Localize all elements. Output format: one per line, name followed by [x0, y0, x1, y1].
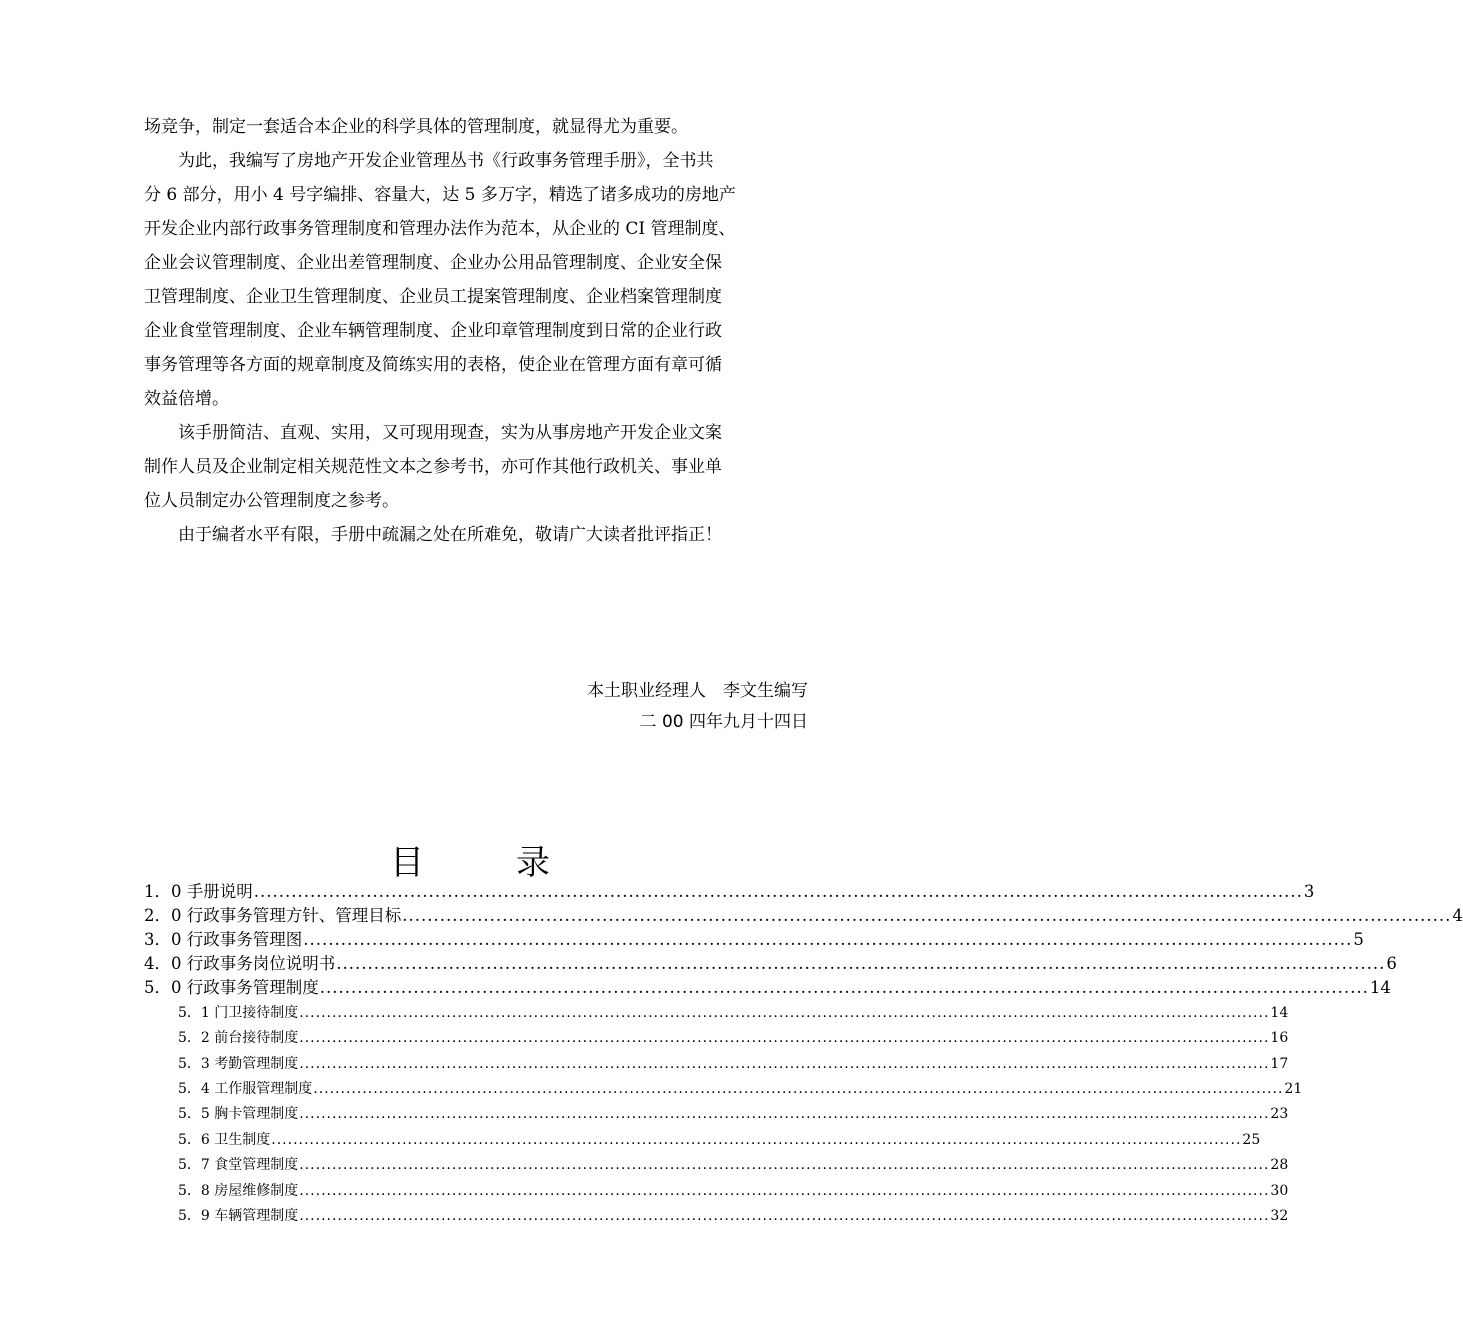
body-line: 企业会议管理制度、企业出差管理制度、企业办公用品管理制度、企业安全保 — [144, 253, 722, 273]
toc-leader: .................................................................................................................................................................................. — [313, 1081, 1284, 1097]
toc-heading-char: 录 — [516, 843, 550, 883]
toc-leader: ........................................................................................................................................................................ — [402, 906, 1452, 925]
body-line: 企业食堂管理制度、企业车辆管理制度、企业印章管理制度到日常的企业行政 — [144, 321, 722, 341]
body-line: 事务管理等各方面的规章制度及简练实用的表格，使企业在管理方面有章可循 — [144, 355, 722, 375]
body-line: 由于编者水平有限，手册中疏漏之处在所难免，敬请广大读者批评指正！ — [144, 525, 722, 545]
body-line: 制作人员及企业制定相关规范性文本之参考书，亦可作其他行政机关、事业单 — [144, 457, 722, 477]
toc-leader: .................................................................................................................................................................................. — [299, 1056, 1270, 1072]
toc-entry-page: 25 — [1242, 1132, 1261, 1148]
toc-heading — [390, 843, 550, 883]
toc-entry-label: 2．0 行政事务管理方针、管理目标 — [144, 906, 402, 925]
toc-leader: .................................................................................................................................................................................. — [299, 1208, 1270, 1224]
toc-entry-label: 5．6 卫生制度 — [178, 1132, 271, 1148]
toc-leader: .................................................................................................................................................................................. — [299, 1005, 1270, 1021]
toc-entry-label: 4．0 行政事务岗位说明书 — [144, 954, 336, 973]
toc-sub-entry[interactable] — [178, 1001, 1289, 1026]
toc-entry[interactable] — [144, 880, 1315, 904]
toc-entry-label: 5．7 食堂管理制度 — [178, 1157, 299, 1173]
toc-leader: ........................................................................................................................................................................ — [303, 930, 1353, 949]
toc-leader: .................................................................................................................................................................................. — [299, 1106, 1270, 1122]
toc-sub-entry[interactable] — [178, 1128, 1261, 1153]
body-line: 开发企业内部行政事务管理制度和管理办法作为范本，从企业的 CI 管理制度、 — [144, 219, 736, 239]
toc-entry-page: 32 — [1270, 1208, 1289, 1224]
body-line: 场竞争，制定一套适合本企业的科学具体的管理制度，就显得尤为重要。 — [144, 117, 688, 137]
toc-sub-entry[interactable] — [178, 1153, 1289, 1178]
toc-sub-entry[interactable] — [178, 1204, 1289, 1229]
toc-entry-label: 5．3 考勤管理制度 — [178, 1056, 299, 1072]
toc-leader: .................................................................................................................................................................................. — [299, 1183, 1270, 1199]
body-line: 位人员制定办公管理制度之参考。 — [144, 491, 399, 511]
body-line: 效益倍增。 — [144, 389, 229, 409]
toc-entry-page: 14 — [1270, 1005, 1289, 1021]
toc-heading-char: 目 — [390, 843, 424, 883]
toc-entry-page: 5 — [1353, 930, 1364, 949]
toc-sub-entry[interactable] — [178, 1026, 1289, 1051]
toc-entry-page: 14 — [1369, 978, 1391, 997]
toc-entry-page: 17 — [1270, 1056, 1289, 1072]
toc-entry-page: 3 — [1303, 882, 1315, 901]
toc-entry[interactable] — [144, 928, 1364, 952]
toc-entry-page: 30 — [1270, 1183, 1289, 1199]
toc-entry-page: 4 — [1452, 906, 1463, 925]
toc-entry-label: 5．4 工作服管理制度 — [178, 1081, 313, 1097]
toc-leader: ........................................................................................................................................................................ — [336, 954, 1386, 973]
toc-leader: ........................................................................................................................................................................ — [319, 978, 1369, 997]
toc-entry-label: 5．5 胸卡管理制度 — [178, 1106, 299, 1122]
body-line: 分 6 部分，用小 4 号字编排、容量大，达 5 多万字，精选了诸多成功的房地产 — [144, 185, 736, 205]
toc-entry-label: 3．0 行政事务管理图 — [144, 930, 303, 949]
toc-sub-entry[interactable] — [178, 1077, 1303, 1102]
toc-sub-entry[interactable] — [178, 1102, 1289, 1127]
toc-entry-label: 5．8 房屋维修制度 — [178, 1183, 299, 1199]
toc-sub-entry[interactable] — [178, 1052, 1289, 1077]
toc-leader: ........................................................................................................................................................................ — [253, 882, 1303, 901]
signature-date: 二 00 四年九月十四日 — [639, 712, 808, 732]
toc-entry[interactable] — [144, 952, 1397, 976]
toc-sub-entry[interactable] — [178, 1179, 1289, 1204]
body-line: 为此，我编写了房地产开发企业管理丛书《行政事务管理手册》，全书共 — [144, 151, 714, 171]
toc-entry[interactable] — [144, 976, 1391, 1000]
toc-entry-label: 5．0 行政事务管理制度 — [144, 978, 319, 997]
toc-leader: .................................................................................................................................................................................. — [271, 1132, 1242, 1148]
toc-entry-page: 28 — [1270, 1157, 1289, 1173]
author-signature: 本土职业经理人 李文生编写 — [587, 681, 808, 701]
toc-entry-page: 21 — [1284, 1081, 1303, 1097]
toc-entry-page: 23 — [1270, 1106, 1289, 1122]
toc-entry-label: 5．9 车辆管理制度 — [178, 1208, 299, 1224]
toc-entry-page: 6 — [1386, 954, 1397, 973]
body-line: 该手册简洁、直观、实用，又可现用现查，实为从事房地产开发企业文案 — [144, 423, 722, 443]
body-line: 卫管理制度、企业卫生管理制度、企业员工提案管理制度、企业档案管理制度 — [144, 287, 722, 307]
toc-leader: .................................................................................................................................................................................. — [299, 1157, 1270, 1173]
toc-entry-label: 5．1 门卫接待制度 — [178, 1005, 299, 1021]
toc-entry-page: 16 — [1270, 1030, 1289, 1046]
toc-entry-label: 5．2 前台接待制度 — [178, 1030, 299, 1046]
toc-leader: .................................................................................................................................................................................. — [299, 1030, 1270, 1046]
toc-entry-label: 1．0 手册说明 — [144, 882, 253, 901]
toc-entry[interactable] — [144, 904, 1463, 928]
